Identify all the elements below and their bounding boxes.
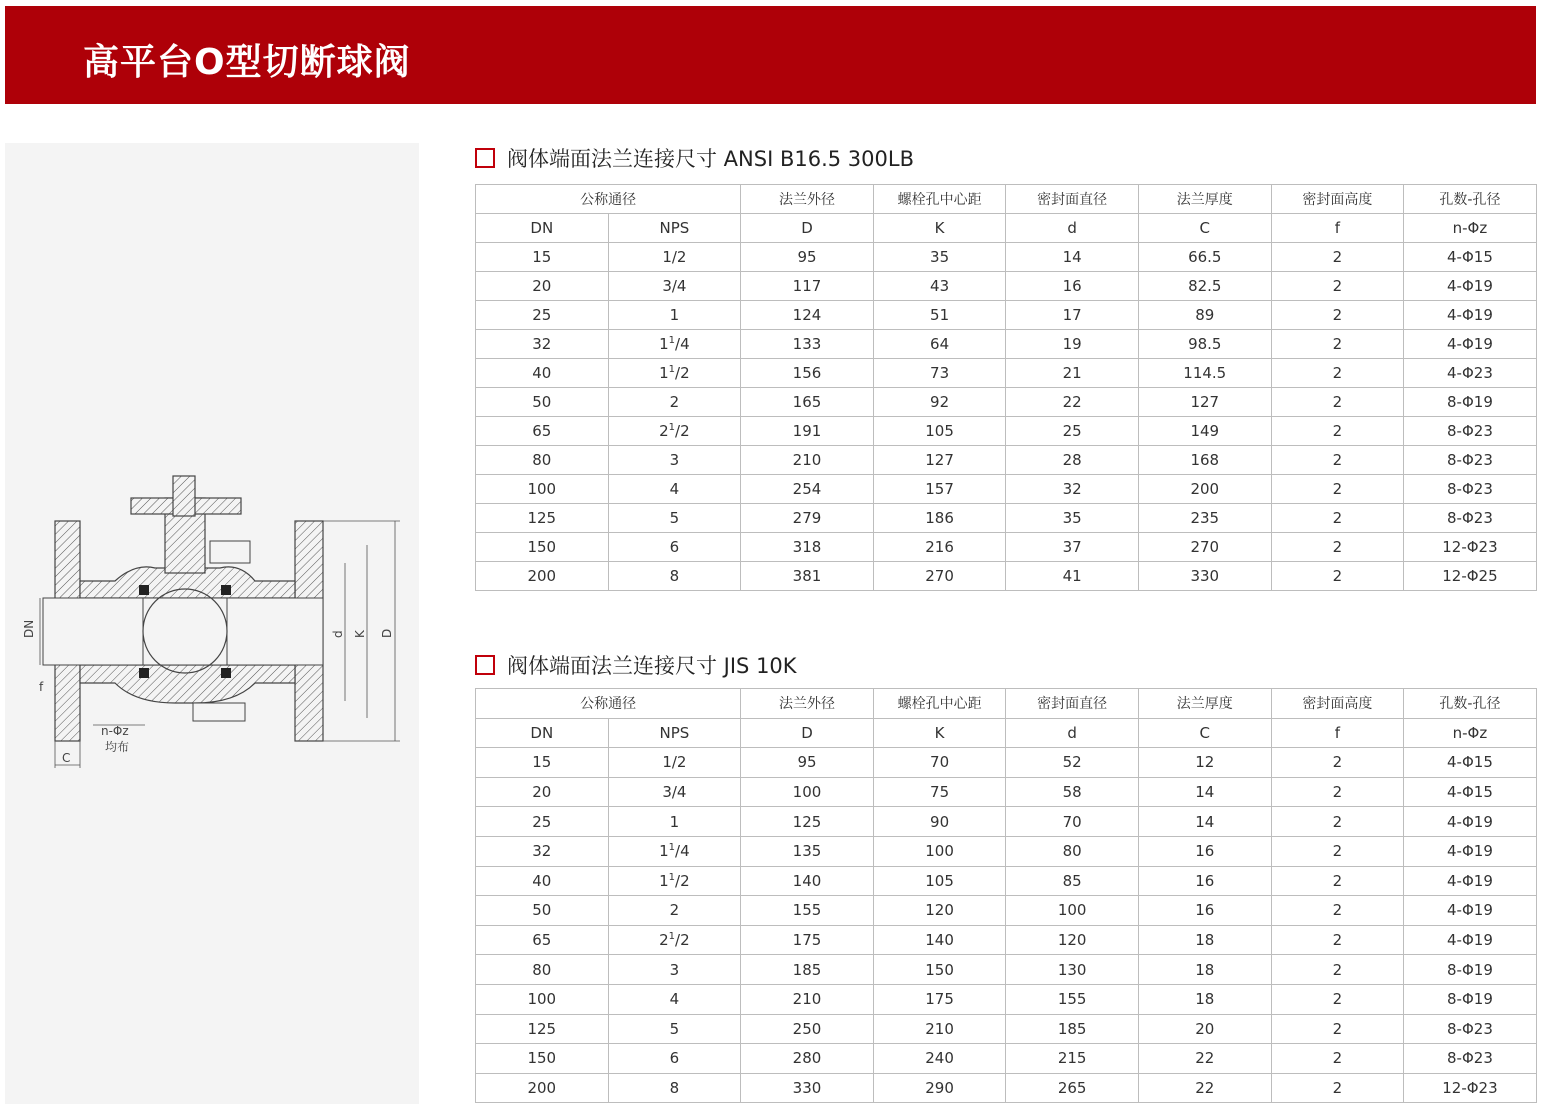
table-sub-header [476, 214, 1537, 243]
table-cell: 2 [1271, 475, 1404, 504]
table-cell: 20 [476, 777, 609, 807]
table-cell: 14 [1006, 243, 1139, 272]
checkbox-square-icon [475, 148, 495, 168]
table-cell: 381 [741, 562, 874, 591]
table-cell: 22 [1138, 1073, 1271, 1103]
table-cell: 6 [608, 533, 741, 562]
table-cell: 3/4 [608, 272, 741, 301]
table-cell: 18 [1138, 955, 1271, 985]
table-cell: 80 [476, 955, 609, 985]
table-cell: 4-Φ19 [1404, 836, 1537, 866]
ansi-flange-table [475, 184, 1537, 591]
table-cell: 133 [741, 330, 874, 359]
table-cell: 80 [476, 446, 609, 475]
table-cell: 41 [1006, 562, 1139, 591]
table-cell: 117 [741, 272, 874, 301]
column-group-header: 密封面高度 [1271, 689, 1404, 719]
table-cell: 2 [1271, 777, 1404, 807]
table-cell: 120 [1006, 925, 1139, 955]
table-row [476, 417, 1537, 446]
table-cell: 8-Φ19 [1404, 388, 1537, 417]
table-cell: 155 [1006, 984, 1139, 1014]
column-sub-header: f [1271, 718, 1404, 748]
table-cell: 35 [1006, 504, 1139, 533]
table-cell: 8-Φ19 [1404, 984, 1537, 1014]
table-cell: 40 [476, 359, 609, 388]
table-cell: 4-Φ19 [1404, 866, 1537, 896]
table-cell: 8 [608, 1073, 741, 1103]
table-cell: 2 [1271, 955, 1404, 985]
table-row [476, 807, 1537, 837]
table-cell: 1/2 [608, 243, 741, 272]
table-cell: 43 [873, 272, 1006, 301]
column-group-header: 密封面直径 [1006, 185, 1139, 214]
table-cell: 240 [873, 1044, 1006, 1074]
table-cell: 22 [1006, 388, 1139, 417]
table-cell: 70 [1006, 807, 1139, 837]
table-cell: 279 [741, 504, 874, 533]
table-cell: 330 [741, 1073, 874, 1103]
table-cell: 3 [608, 955, 741, 985]
table-cell: 1 [608, 807, 741, 837]
table-cell: 4-Φ19 [1404, 272, 1537, 301]
table-cell: 149 [1138, 417, 1271, 446]
table-cell: 14 [1138, 777, 1271, 807]
table-cell: 235 [1138, 504, 1271, 533]
table-cell: 18 [1138, 984, 1271, 1014]
table-cell: 51 [873, 301, 1006, 330]
table-cell: 95 [741, 243, 874, 272]
table-cell: 89 [1138, 301, 1271, 330]
table-cell: 4-Φ15 [1404, 777, 1537, 807]
table-row [476, 504, 1537, 533]
table-cell: 100 [1006, 896, 1139, 926]
table-cell: 17 [1006, 301, 1139, 330]
table-cell: 98.5 [1138, 330, 1271, 359]
jis-section-title-text: 阀体端面法兰连接尺寸 JIS 10K [507, 654, 797, 678]
table-cell: 185 [1006, 1014, 1139, 1044]
ansi-section-title-text: 阀体端面法兰连接尺寸 ANSI B16.5 300LB [507, 147, 914, 171]
table-cell: 200 [476, 1073, 609, 1103]
table-cell: 12-Φ25 [1404, 562, 1537, 591]
table-cell: 37 [1006, 533, 1139, 562]
table-cell: 2 [1271, 562, 1404, 591]
table-cell: 2 [1271, 446, 1404, 475]
table-cell: 216 [873, 533, 1006, 562]
table-cell: 2 [1271, 504, 1404, 533]
page-title: 高平台O型切断球阀 [83, 42, 411, 83]
table-cell: 4-Φ19 [1404, 301, 1537, 330]
valve-drawing-panel [5, 143, 419, 1104]
d-dim-label: d [331, 630, 345, 638]
bolt-hole-label: n-Φz [101, 724, 129, 738]
table-row [476, 896, 1537, 926]
table-cell: 16 [1138, 836, 1271, 866]
table-cell: $1^1/2$ [608, 866, 741, 896]
table-cell: 2 [1271, 1014, 1404, 1044]
table-cell: 114.5 [1138, 359, 1271, 388]
table-group-header [476, 689, 1537, 719]
table-cell: 2 [608, 896, 741, 926]
table-cell: 2 [1271, 896, 1404, 926]
table-cell: 95 [741, 748, 874, 778]
table-row [476, 1014, 1537, 1044]
table-cell: 140 [741, 866, 874, 896]
table-cell: 2 [1271, 984, 1404, 1014]
table-sub-header [476, 718, 1537, 748]
table-cell: 105 [873, 417, 1006, 446]
table-cell: 15 [476, 748, 609, 778]
table-cell: 150 [476, 1044, 609, 1074]
table-cell: 40 [476, 866, 609, 896]
table-cell: 6 [608, 1044, 741, 1074]
table-cell: 32 [476, 330, 609, 359]
table-cell: 191 [741, 417, 874, 446]
table-cell: $2^1/2$ [608, 417, 741, 446]
D-dim-label: D [380, 628, 394, 638]
table-cell: 25 [476, 807, 609, 837]
table-row [476, 955, 1537, 985]
column-sub-header: C [1138, 718, 1271, 748]
table-cell: 4-Φ19 [1404, 330, 1537, 359]
table-cell: 2 [1271, 359, 1404, 388]
column-group-header: 法兰外径 [741, 689, 874, 719]
table-cell: 8-Φ23 [1404, 417, 1537, 446]
jis-flange-table [475, 688, 1537, 1103]
table-cell: 18 [1138, 925, 1271, 955]
table-cell: 5 [608, 1014, 741, 1044]
table-cell: 8-Φ23 [1404, 1014, 1537, 1044]
column-sub-header: K [873, 718, 1006, 748]
column-group-header: 公称通径 [476, 185, 741, 214]
table-cell: 52 [1006, 748, 1139, 778]
table-cell: 4 [608, 475, 741, 504]
table-cell: 12 [1138, 748, 1271, 778]
table-cell: 65 [476, 417, 609, 446]
column-group-header: 孔数-孔径 [1404, 689, 1537, 719]
table-cell: 50 [476, 896, 609, 926]
table-cell: 280 [741, 1044, 874, 1074]
table-cell: 100 [873, 836, 1006, 866]
table-cell: 157 [873, 475, 1006, 504]
table-cell: 330 [1138, 562, 1271, 591]
column-sub-header: d [1006, 214, 1139, 243]
table-cell: 125 [741, 807, 874, 837]
table-cell: 14 [1138, 807, 1271, 837]
table-row [476, 1044, 1537, 1074]
table-cell: 5 [608, 504, 741, 533]
table-cell: $2^1/2$ [608, 925, 741, 955]
f-dim-label: f [39, 680, 44, 694]
table-row [476, 777, 1537, 807]
table-cell: 200 [1138, 475, 1271, 504]
table-cell: 15 [476, 243, 609, 272]
table-cell: 185 [741, 955, 874, 985]
table-cell: 92 [873, 388, 1006, 417]
table-cell: 2 [1271, 1073, 1404, 1103]
table-cell: 2 [1271, 388, 1404, 417]
table-cell: 2 [1271, 925, 1404, 955]
table-cell: 32 [476, 836, 609, 866]
ansi-section-title [475, 143, 914, 173]
table-cell: 4-Φ15 [1404, 243, 1537, 272]
table-cell: 168 [1138, 446, 1271, 475]
table-cell: 32 [1006, 475, 1139, 504]
table-cell: 150 [873, 955, 1006, 985]
table-row [476, 301, 1537, 330]
table-cell: 130 [1006, 955, 1139, 985]
table-cell: 100 [476, 984, 609, 1014]
table-cell: 20 [476, 272, 609, 301]
table-cell: 1/2 [608, 748, 741, 778]
table-cell: 175 [873, 984, 1006, 1014]
table-row [476, 330, 1537, 359]
table-cell: 2 [608, 388, 741, 417]
table-cell: 155 [741, 896, 874, 926]
table-cell: 120 [873, 896, 1006, 926]
table-cell: 28 [1006, 446, 1139, 475]
table-cell: 125 [476, 1014, 609, 1044]
table-row [476, 475, 1537, 504]
k-dim-label: K [353, 630, 367, 638]
table-row [476, 1073, 1537, 1103]
bolt-hole-note: 均布 [105, 740, 130, 754]
table-cell: 90 [873, 807, 1006, 837]
table-cell: 75 [873, 777, 1006, 807]
table-cell: 4-Φ15 [1404, 748, 1537, 778]
table-cell: $1^1/2$ [608, 359, 741, 388]
column-group-header: 螺栓孔中心距 [873, 185, 1006, 214]
table-row [476, 925, 1537, 955]
table-cell: 20 [1138, 1014, 1271, 1044]
column-group-header: 密封面直径 [1006, 689, 1139, 719]
column-group-header: 法兰厚度 [1138, 185, 1271, 214]
table-row [476, 359, 1537, 388]
table-cell: 25 [476, 301, 609, 330]
table-cell: 8-Φ23 [1404, 475, 1537, 504]
table-cell: 2 [1271, 836, 1404, 866]
table-cell: 2 [1271, 533, 1404, 562]
c-dim-label: C [62, 751, 71, 765]
table-cell: $1^1/4$ [608, 836, 741, 866]
valve-cross-section-drawing [5, 143, 419, 1104]
column-group-header: 螺栓孔中心距 [873, 689, 1006, 719]
table-cell: 2 [1271, 301, 1404, 330]
column-sub-header: NPS [608, 718, 741, 748]
table-row [476, 836, 1537, 866]
column-sub-header: d [1006, 718, 1139, 748]
table-row [476, 388, 1537, 417]
column-sub-header: D [741, 214, 874, 243]
table-cell: 270 [873, 562, 1006, 591]
column-sub-header: n-Φz [1404, 214, 1537, 243]
table-cell: 2 [1271, 866, 1404, 896]
table-cell: 100 [741, 777, 874, 807]
table-cell: 4-Φ23 [1404, 359, 1537, 388]
column-sub-header: n-Φz [1404, 718, 1537, 748]
column-group-header: 密封面高度 [1271, 185, 1404, 214]
table-cell: 19 [1006, 330, 1139, 359]
table-cell: 215 [1006, 1044, 1139, 1074]
table-cell: 165 [741, 388, 874, 417]
column-group-header: 孔数-孔径 [1404, 185, 1537, 214]
table-cell: 1 [608, 301, 741, 330]
table-row [476, 866, 1537, 896]
table-cell: 8-Φ19 [1404, 955, 1537, 985]
table-cell: 254 [741, 475, 874, 504]
table-cell: 290 [873, 1073, 1006, 1103]
table-cell: 16 [1006, 272, 1139, 301]
table-cell: 85 [1006, 866, 1139, 896]
table-cell: 175 [741, 925, 874, 955]
table-cell: 2 [1271, 1044, 1404, 1074]
table-cell: 12-Φ23 [1404, 1073, 1537, 1103]
table-cell: 12-Φ23 [1404, 533, 1537, 562]
table-cell: 265 [1006, 1073, 1139, 1103]
table-cell: 210 [741, 446, 874, 475]
table-cell: 2 [1271, 243, 1404, 272]
table-cell: 66.5 [1138, 243, 1271, 272]
table-cell: 135 [741, 836, 874, 866]
table-cell: 50 [476, 388, 609, 417]
table-cell: 65 [476, 925, 609, 955]
table-row [476, 533, 1537, 562]
table-cell: 210 [873, 1014, 1006, 1044]
table-cell: 73 [873, 359, 1006, 388]
table-cell: 105 [873, 866, 1006, 896]
column-sub-header: DN [476, 718, 609, 748]
table-cell: $1^1/4$ [608, 330, 741, 359]
table-cell: 3/4 [608, 777, 741, 807]
table-cell: 186 [873, 504, 1006, 533]
table-cell: 22 [1138, 1044, 1271, 1074]
table-cell: 58 [1006, 777, 1139, 807]
table-cell: 4-Φ19 [1404, 896, 1537, 926]
table-cell: 21 [1006, 359, 1139, 388]
table-cell: 8-Φ23 [1404, 504, 1537, 533]
table-cell: 125 [476, 504, 609, 533]
table-row [476, 748, 1537, 778]
table-cell: 127 [873, 446, 1006, 475]
table-cell: 200 [476, 562, 609, 591]
table-cell: 250 [741, 1014, 874, 1044]
table-cell: 3 [608, 446, 741, 475]
table-group-header [476, 185, 1537, 214]
table-cell: 210 [741, 984, 874, 1014]
table-cell: 2 [1271, 272, 1404, 301]
table-cell: 124 [741, 301, 874, 330]
table-row [476, 984, 1537, 1014]
header-banner [5, 6, 1536, 104]
table-cell: 4-Φ19 [1404, 807, 1537, 837]
table-cell: 35 [873, 243, 1006, 272]
table-cell: 8-Φ23 [1404, 446, 1537, 475]
table-cell: 156 [741, 359, 874, 388]
table-cell: 8-Φ23 [1404, 1044, 1537, 1074]
table-cell: 80 [1006, 836, 1139, 866]
table-cell: 8 [608, 562, 741, 591]
table-cell: 100 [476, 475, 609, 504]
table-row [476, 272, 1537, 301]
column-sub-header: C [1138, 214, 1271, 243]
table-row [476, 562, 1537, 591]
table-row [476, 446, 1537, 475]
table-cell: 127 [1138, 388, 1271, 417]
table-cell: 318 [741, 533, 874, 562]
table-cell: 25 [1006, 417, 1139, 446]
jis-section-title [475, 650, 797, 680]
column-sub-header: K [873, 214, 1006, 243]
column-sub-header: f [1271, 214, 1404, 243]
table-cell: 2 [1271, 748, 1404, 778]
table-cell: 82.5 [1138, 272, 1271, 301]
column-sub-header: NPS [608, 214, 741, 243]
column-sub-header: D [741, 718, 874, 748]
table-cell: 2 [1271, 807, 1404, 837]
dn-dim-label: DN [22, 619, 36, 638]
table-cell: 16 [1138, 896, 1271, 926]
table-cell: 64 [873, 330, 1006, 359]
column-group-header: 公称通径 [476, 689, 741, 719]
table-cell: 16 [1138, 866, 1271, 896]
table-cell: 2 [1271, 417, 1404, 446]
checkbox-square-icon [475, 655, 495, 675]
column-group-header: 法兰厚度 [1138, 689, 1271, 719]
table-cell: 270 [1138, 533, 1271, 562]
table-cell: 70 [873, 748, 1006, 778]
table-cell: 4 [608, 984, 741, 1014]
table-cell: 2 [1271, 330, 1404, 359]
table-cell: 4-Φ19 [1404, 925, 1537, 955]
table-row [476, 243, 1537, 272]
table-cell: 140 [873, 925, 1006, 955]
column-group-header: 法兰外径 [741, 185, 874, 214]
column-sub-header: DN [476, 214, 609, 243]
table-cell: 150 [476, 533, 609, 562]
